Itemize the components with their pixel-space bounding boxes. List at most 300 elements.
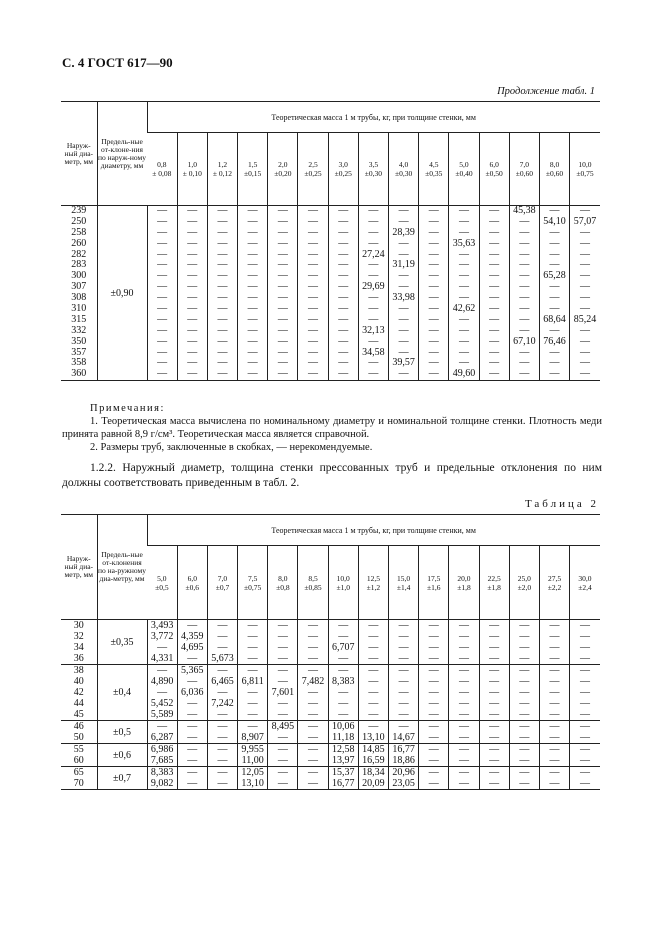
thickness-header (509, 133, 539, 206)
mass-value: — (308, 346, 319, 358)
mass-value: — (368, 303, 379, 315)
mass-value: — (579, 281, 590, 293)
mass-value: — (549, 698, 560, 709)
mass-value: — (277, 335, 288, 347)
mass-value: — (549, 357, 560, 369)
mass-value: 6,811 (241, 676, 264, 687)
mass-cell (147, 665, 177, 721)
mass-value: — (398, 709, 409, 720)
mass-value: — (489, 755, 500, 766)
mass-value: — (157, 324, 168, 336)
mass-value: 54,10 (543, 215, 566, 227)
mass-value: — (428, 620, 439, 631)
mass-value: — (458, 620, 469, 631)
mass-value: — (428, 732, 439, 743)
mass-value: — (519, 248, 530, 260)
mass-cell (147, 721, 177, 744)
mass-value: — (398, 665, 409, 676)
mass-value: — (187, 698, 198, 709)
thickness-header (539, 546, 569, 620)
mass-value: — (519, 215, 530, 227)
mass-value: — (489, 292, 500, 304)
mass-value: — (549, 292, 560, 304)
mass-value: — (579, 346, 590, 358)
thickness-value: ±0,15 (244, 169, 262, 178)
mass-value: — (579, 698, 590, 709)
mass-value: — (549, 653, 560, 664)
thickness-value: 20,0 (457, 573, 471, 583)
mass-value: — (579, 755, 590, 766)
mass-value: — (519, 368, 530, 380)
mass-value: — (489, 368, 500, 380)
thickness-header (328, 133, 358, 206)
mass-value: — (217, 313, 228, 325)
mass-cell (449, 744, 479, 767)
mass-value: — (458, 335, 469, 347)
mass-value: — (368, 368, 379, 380)
tolerance-cell: ±0,5 (97, 721, 147, 744)
mass-value: 11,00 (241, 755, 264, 766)
mass-value: — (428, 215, 439, 227)
mass-value: — (157, 237, 168, 249)
thickness-value: ±2,0 (517, 582, 532, 592)
mass-cell (177, 721, 207, 744)
mass-value: — (398, 653, 409, 664)
mass-value: 9,955 (241, 744, 264, 755)
mass-value: — (549, 620, 560, 631)
thickness-value: ±0,30 (394, 169, 413, 178)
mass-value: 8,495 (271, 721, 295, 732)
mass-value: — (428, 292, 439, 304)
mass-value: 34,58 (362, 346, 385, 358)
mass-cell (328, 744, 358, 767)
note-2: 2. Размеры труб, заключенные в скобках, — нерекомендуемые. (90, 442, 373, 453)
mass-value: — (308, 721, 319, 732)
mass-value: — (338, 226, 349, 238)
mass-cell (570, 744, 600, 767)
mass-value: — (428, 778, 439, 789)
diameter-value: 258 (71, 226, 87, 238)
thickness-value: 7,0 (217, 573, 228, 583)
thickness-value: 1,2 (217, 160, 228, 169)
mass-cell (238, 620, 268, 665)
mass-value: — (428, 346, 439, 358)
mass-value: — (458, 778, 469, 789)
mass-cell (358, 767, 388, 790)
mass-value: 8,383 (150, 767, 174, 778)
mass-value: — (579, 303, 590, 315)
mass-value: — (277, 653, 288, 664)
mass-value: — (187, 755, 198, 766)
tolerance-cell: ±0,4 (97, 665, 147, 721)
mass-value: — (519, 226, 530, 238)
thickness-header (389, 546, 419, 620)
mass-value: — (157, 248, 168, 260)
mass-value: 28,39 (392, 226, 415, 238)
thickness-value: ±0,35 (425, 169, 443, 178)
mass-value: — (428, 642, 439, 653)
mass-value: 7,482 (301, 676, 325, 687)
mass-value: — (549, 721, 560, 732)
thickness-header (449, 133, 479, 206)
mass-cell (238, 721, 268, 744)
mass-value: 6,707 (331, 642, 355, 653)
diameter-value: 300 (71, 270, 87, 282)
mass-value: — (187, 368, 198, 380)
mass-value: — (308, 281, 319, 293)
diameter-value: 307 (71, 281, 87, 293)
mass-value: — (428, 665, 439, 676)
thickness-value: 3,5 (368, 160, 379, 169)
mass-value: — (157, 270, 168, 282)
mass-value: 33,98 (392, 292, 415, 304)
mass-value: 32,13 (362, 324, 385, 336)
mass-value: — (489, 215, 500, 227)
mass-cell (358, 620, 388, 665)
mass-value: 16,77 (331, 778, 355, 789)
mass-cell (419, 721, 449, 744)
mass-cell (328, 767, 358, 790)
mass-value: — (247, 709, 258, 720)
mass-value: — (549, 237, 560, 249)
mass-cell (268, 620, 298, 665)
thickness-value: 15,0 (397, 573, 411, 583)
diameter-value: 38 (73, 665, 84, 676)
mass-cell (298, 744, 328, 767)
thickness-header (207, 546, 237, 620)
mass-value: 13,10 (362, 732, 385, 743)
thickness-header (177, 133, 207, 206)
mass-value: — (187, 270, 198, 282)
diameter-value: 32 (73, 631, 84, 642)
mass-cell (389, 721, 419, 744)
thickness-header (207, 133, 237, 206)
mass-value: 35,63 (452, 237, 476, 249)
mass-cell (389, 767, 419, 790)
mass-value: — (308, 631, 319, 642)
mass-value: — (368, 653, 379, 664)
thickness-value: 27,5 (547, 573, 562, 583)
mass-value: 10,06 (331, 721, 355, 732)
mass-value: 7,242 (211, 698, 234, 709)
mass-cell (177, 665, 207, 721)
mass-value: — (428, 357, 439, 369)
thickness-value: ±0,75 (244, 582, 262, 592)
mass-value: — (247, 292, 258, 304)
mass-value: — (428, 687, 439, 698)
mass-value: — (157, 642, 168, 653)
mass-value: 20,96 (392, 767, 415, 778)
mass-value: 6,986 (150, 744, 174, 755)
mass-cell (419, 744, 449, 767)
mass-value: — (217, 744, 228, 755)
table-row (61, 744, 600, 767)
mass-value: — (549, 324, 560, 336)
mass-value: — (217, 237, 228, 249)
mass-value: — (217, 259, 228, 271)
mass-value: — (579, 778, 590, 789)
mass-value: — (338, 653, 349, 664)
mass-value: — (187, 281, 198, 293)
mass-value: — (489, 346, 500, 358)
thickness-header (147, 546, 177, 620)
mass-cell (238, 744, 268, 767)
mass-value: — (157, 259, 168, 271)
mass-value: 31,19 (392, 259, 415, 271)
mass-value: — (428, 237, 439, 249)
mass-value: — (338, 631, 349, 642)
mass-value: — (187, 259, 198, 271)
mass-value: — (398, 620, 409, 631)
mass-value: — (489, 721, 500, 732)
mass-cell (358, 744, 388, 767)
mass-value: — (247, 631, 258, 642)
mass-cell (570, 620, 600, 665)
thickness-value: 7,0 (519, 160, 530, 169)
mass-value: — (398, 698, 409, 709)
mass-value: — (187, 744, 198, 755)
mass-value: — (277, 665, 288, 676)
mass-value: — (217, 270, 228, 282)
diameter-cell (61, 620, 97, 665)
mass-cell (539, 744, 569, 767)
mass-value: — (489, 357, 500, 369)
thickness-header (177, 546, 207, 620)
mass-value: — (308, 653, 319, 664)
diameter-value: 30 (73, 620, 84, 631)
mass-value: — (338, 281, 349, 293)
mass-value: — (187, 313, 198, 325)
mass-value: — (247, 357, 258, 369)
mass-value: — (277, 744, 288, 755)
mass-value: — (368, 335, 379, 347)
mass-value: — (308, 687, 319, 698)
mass-value: — (549, 642, 560, 653)
mass-value: — (458, 732, 469, 743)
thickness-header (268, 546, 298, 620)
mass-cell (419, 206, 449, 381)
mass-cell (177, 620, 207, 665)
table-2-label: Таблица 2 (524, 498, 599, 510)
mass-value: 23,05 (392, 778, 415, 789)
mass-value: — (308, 732, 319, 743)
mass-value: — (549, 281, 560, 293)
mass-value: — (247, 346, 258, 358)
mass-value: 15,37 (331, 767, 355, 778)
mass-value: — (458, 215, 469, 227)
mass-value: — (217, 281, 228, 293)
diameter-value: 34 (73, 642, 84, 653)
table-row (61, 620, 600, 665)
mass-value: — (428, 721, 439, 732)
thickness-value: ±0,7 (215, 582, 230, 592)
mass-value: — (579, 357, 590, 369)
mass-value: — (247, 248, 258, 260)
diameter-value: 358 (71, 357, 87, 369)
mass-value: — (398, 205, 409, 216)
mass-value: — (338, 215, 349, 227)
thickness-value: 17,5 (427, 573, 441, 583)
diameter-cell (61, 721, 97, 744)
diameter-value: 40 (73, 676, 84, 687)
mass-value: — (277, 778, 288, 789)
mass-value: — (428, 205, 439, 216)
mass-value: — (519, 767, 530, 778)
mass-value: — (489, 698, 500, 709)
mass-value: — (549, 732, 560, 743)
mass-value: 12,05 (241, 767, 264, 778)
thickness-value: ±1,8 (457, 582, 471, 592)
mass-value: — (519, 357, 530, 369)
mass-cell (479, 620, 509, 665)
mass-value: — (519, 303, 530, 315)
mass-value: — (277, 732, 288, 743)
mass-value: — (549, 767, 560, 778)
mass-value: 3,772 (150, 631, 174, 642)
mass-value: 67,10 (513, 335, 536, 347)
mass-value: — (519, 313, 530, 325)
mass-cell (207, 665, 237, 721)
mass-value: — (428, 368, 439, 380)
mass-cell (509, 744, 539, 767)
mass-value: — (308, 237, 319, 249)
mass-value: — (217, 778, 228, 789)
mass-cell (509, 620, 539, 665)
mass-value: — (217, 248, 228, 260)
tolerance-header: Предель-ные от-клоне-ния по наруж-ному диаметру, мм (97, 102, 147, 206)
diameter-cell (61, 744, 97, 767)
thickness-value: 1,5 (247, 160, 258, 169)
thickness-header (539, 133, 569, 206)
thickness-value: 5,0 (459, 160, 469, 169)
mass-value: — (187, 205, 198, 216)
mass-value: — (308, 767, 319, 778)
thickness-value: ±1,8 (487, 582, 501, 592)
mass-value: — (187, 732, 198, 743)
mass-value: — (277, 270, 288, 282)
mass-value: — (458, 642, 469, 653)
mass-value: 7,685 (150, 755, 174, 766)
thickness-value: 0,8 (157, 160, 167, 169)
mass-value: — (308, 335, 319, 347)
thickness-value: 5,0 (157, 573, 167, 583)
mass-value: — (428, 281, 439, 293)
mass-value: — (579, 324, 590, 336)
mass-cell (328, 665, 358, 721)
mass-value: — (157, 292, 168, 304)
diameter-value: 65 (73, 767, 84, 778)
mass-cell (449, 767, 479, 790)
mass-value: — (519, 665, 530, 676)
mass-value: — (489, 642, 500, 653)
mass-value: — (247, 313, 258, 325)
thickness-value: ±1,0 (336, 582, 350, 592)
mass-value: — (247, 281, 258, 293)
mass-value: — (489, 631, 500, 642)
mass-value: — (247, 642, 258, 653)
table-row (61, 721, 600, 744)
thickness-value: 30,0 (578, 573, 592, 583)
thickness-value: 4,0 (398, 160, 409, 169)
mass-cell (328, 206, 358, 381)
mass-value: — (277, 698, 288, 709)
mass-value: — (458, 653, 469, 664)
mass-value: — (308, 303, 319, 315)
mass-value: — (217, 755, 228, 766)
diameter-value: 360 (71, 368, 87, 380)
thickness-header (298, 546, 328, 620)
table-2 (61, 514, 600, 790)
mass-value: — (338, 313, 349, 325)
mass-value: — (489, 653, 500, 664)
mass-value: — (549, 303, 560, 315)
mass-value: — (489, 676, 500, 687)
mass-value: — (428, 270, 439, 282)
mass-value: — (277, 346, 288, 358)
mass-value: — (338, 335, 349, 347)
mass-value: — (217, 324, 228, 336)
mass-value: 16,59 (362, 755, 385, 766)
mass-value: — (338, 205, 349, 216)
thickness-value: ±0,25 (334, 169, 352, 178)
mass-value: 76,46 (543, 335, 566, 347)
diameter-value: 332 (71, 324, 87, 336)
mass-value: — (308, 270, 319, 282)
thickness-value: ±0,5 (155, 582, 169, 592)
mass-value: — (579, 237, 590, 249)
thickness-value: 3,0 (338, 160, 348, 169)
mass-value: — (368, 620, 379, 631)
thickness-header (419, 133, 449, 206)
mass-value: — (428, 303, 439, 315)
mass-cell (449, 665, 479, 721)
mass-cell (268, 721, 298, 744)
mass-cell (298, 206, 328, 381)
mass-value: — (247, 259, 258, 271)
mass-value: — (217, 620, 228, 631)
table-1 (61, 101, 600, 381)
mass-value: — (489, 237, 500, 249)
mass-value: — (489, 620, 500, 631)
mass-cell (479, 665, 509, 721)
thickness-header (358, 546, 388, 620)
mass-value: — (519, 292, 530, 304)
mass-value: — (579, 259, 590, 271)
mass-value: — (398, 346, 409, 358)
mass-value: — (579, 205, 590, 216)
thickness-value: ± 0,10 (182, 169, 202, 178)
mass-value: — (368, 205, 379, 216)
mass-value: — (157, 303, 168, 315)
mass-value: — (277, 324, 288, 336)
thickness-value: ±0,50 (485, 169, 503, 178)
mass-value: — (398, 324, 409, 336)
mass-cell (238, 767, 268, 790)
mass-value: — (368, 709, 379, 720)
mass-header: Теоретическая масса 1 м трубы, кг, при толщине стенки, мм (147, 102, 600, 133)
mass-value: — (308, 292, 319, 304)
mass-value: — (519, 698, 530, 709)
mass-value: — (458, 313, 469, 325)
mass-value: — (549, 676, 560, 687)
mass-value: — (579, 368, 590, 380)
mass-value: 57,07 (573, 215, 597, 227)
mass-value: — (157, 357, 168, 369)
mass-value: — (308, 778, 319, 789)
mass-cell (268, 767, 298, 790)
mass-value: — (368, 642, 379, 653)
mass-value: — (338, 368, 349, 380)
